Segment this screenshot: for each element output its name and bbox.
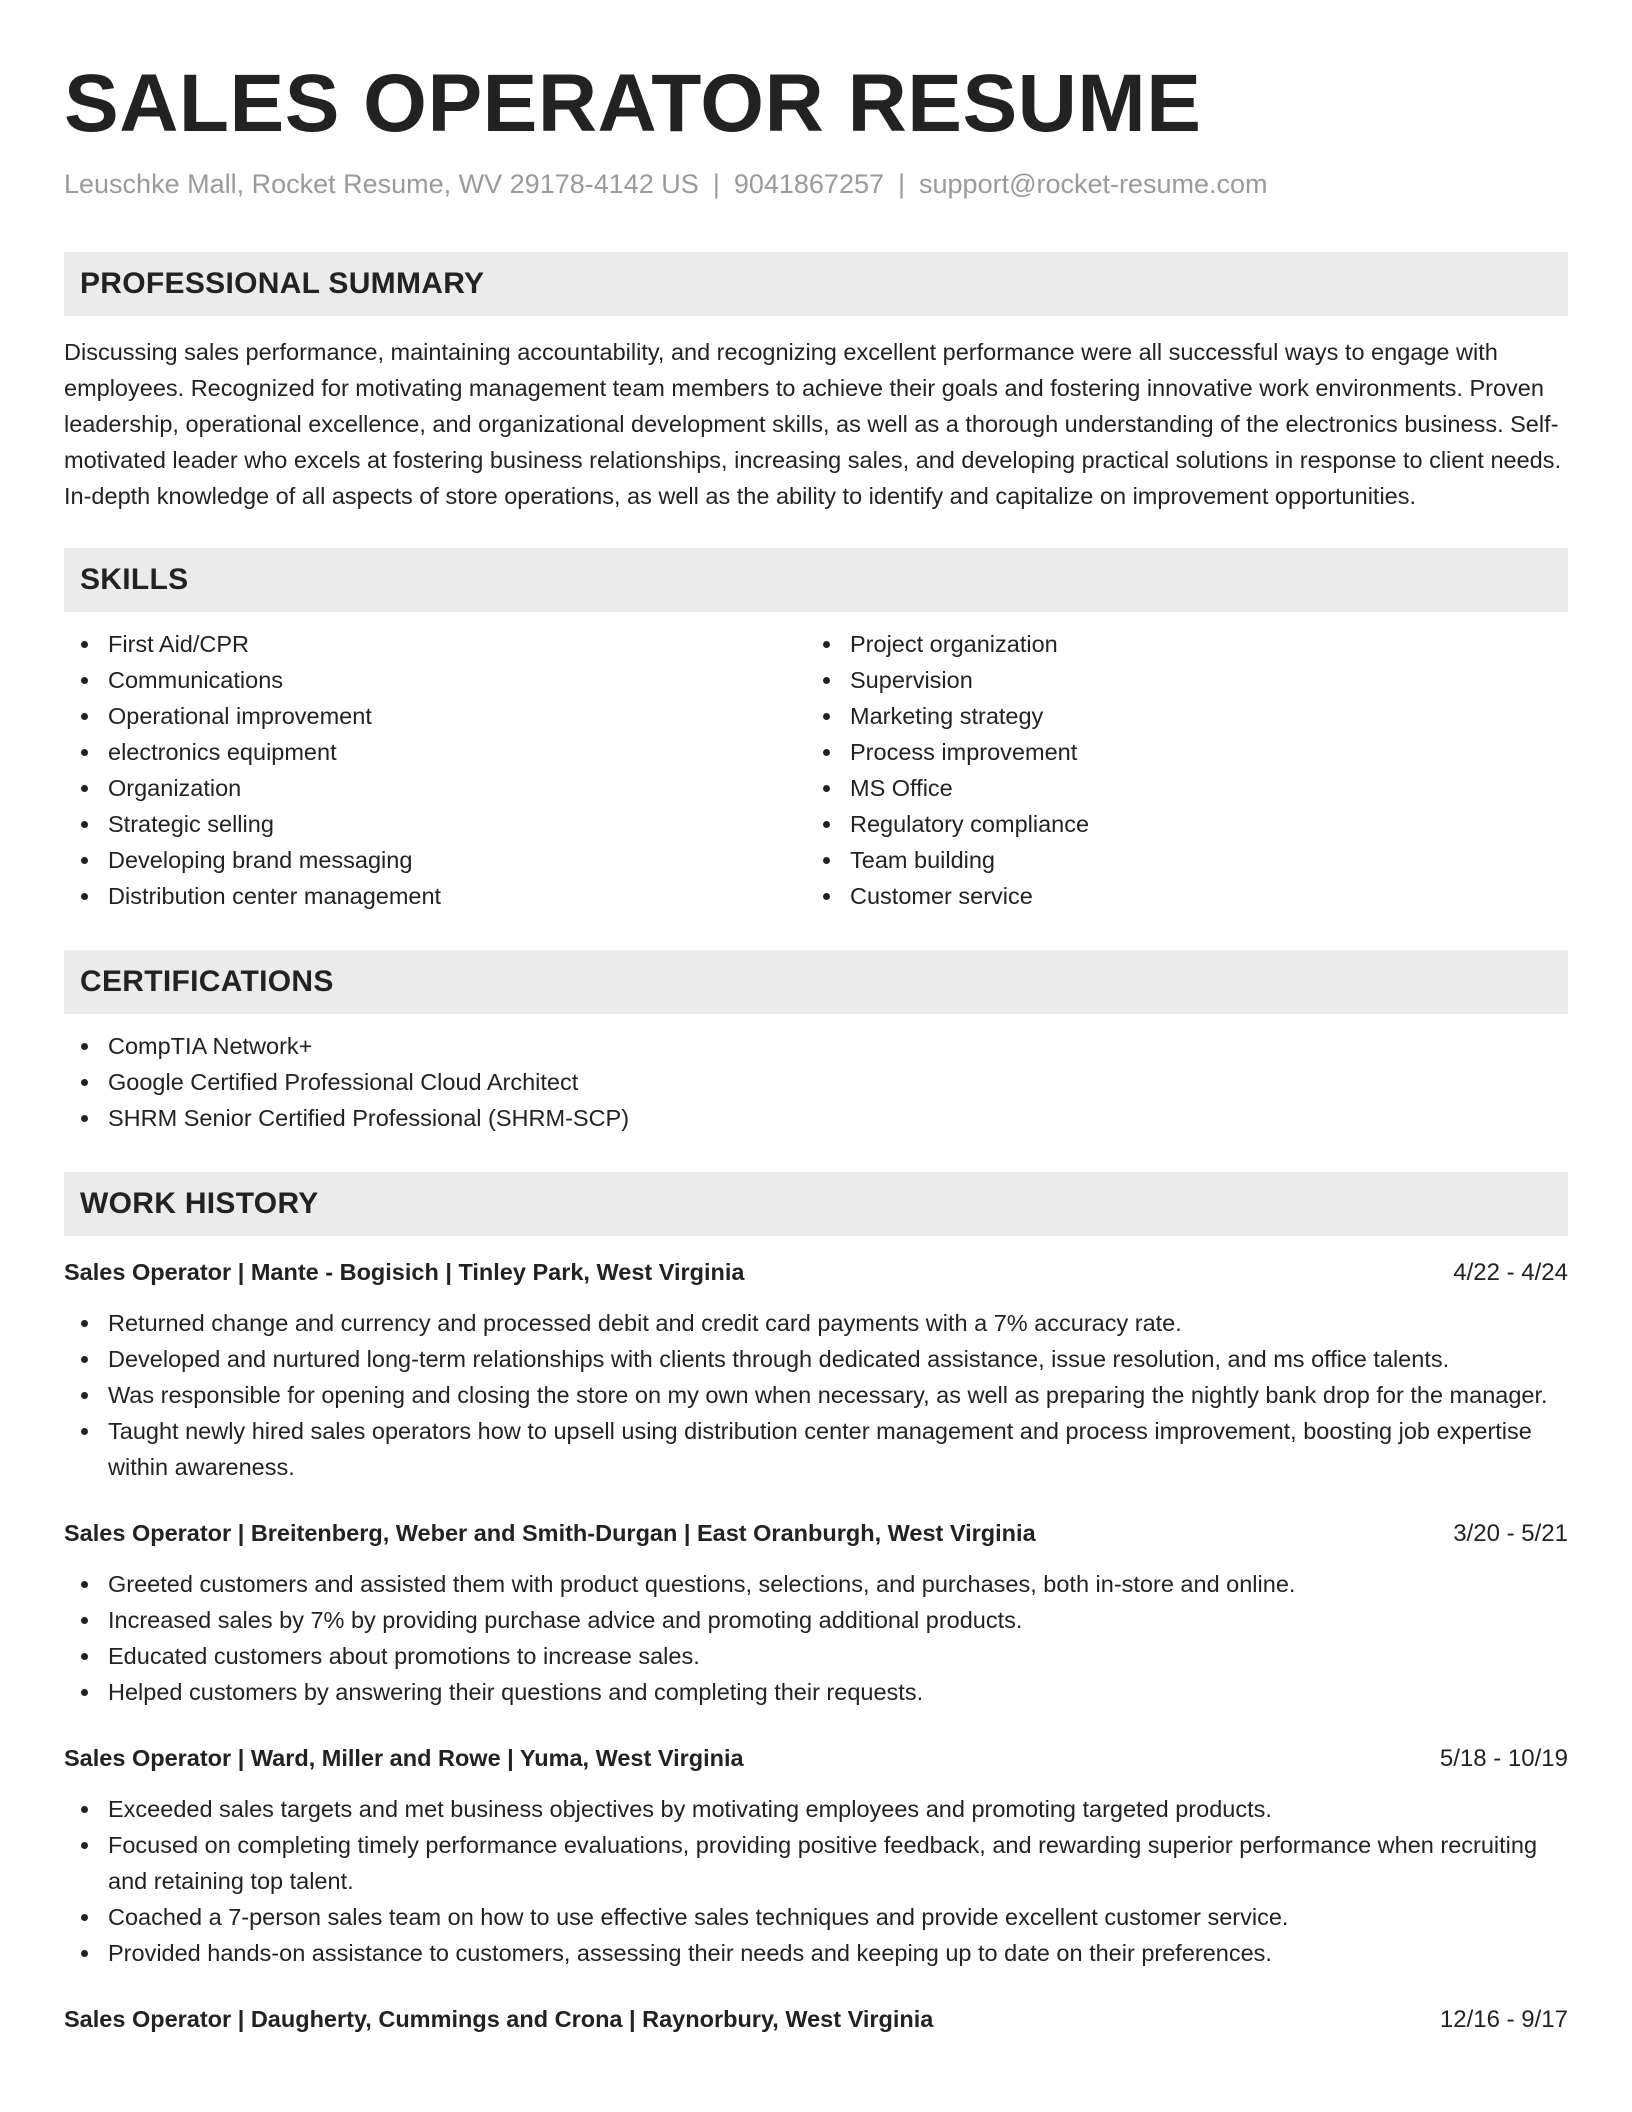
resume-title: SALES OPERATOR RESUME xyxy=(64,58,1202,149)
job-dates: 5/18 - 10/19 xyxy=(1439,1745,1568,1772)
skill-item: MS Office xyxy=(806,770,1548,806)
skills-list-right xyxy=(806,626,1548,914)
skill-item: electronics equipment xyxy=(64,734,806,770)
skill-item: Communications xyxy=(64,662,806,698)
job-bullets xyxy=(64,1566,1568,1710)
job-bullets xyxy=(64,1305,1568,1485)
contact-line xyxy=(64,166,1568,202)
skills-list-left xyxy=(64,626,806,914)
contact-separator: | xyxy=(898,169,906,199)
certifications-list xyxy=(64,1028,1568,1136)
section-header-skills: SKILLS xyxy=(64,548,1568,612)
job-entry xyxy=(64,1740,1568,1971)
job-bullet: Taught newly hired sales operators how to upsell using distribution center management and process improvement, boosting job expertise within awareness. xyxy=(64,1413,1568,1485)
summary-text: Discussing sales performance, maintaining accountability, and recognizing excellent performance were all successful ways to engage with employees. Recognized for motivating management team members to achieve their goals and fostering innovative work environments. Proven leadership, operational excellence, and organizational development skills, as well as a thorough understanding of the electronics business. Self-motivated leader who excels at fostering business relationships, increasing sales, and developing practical solutions in response to client needs. In-depth knowledge of all aspects of store operations, as well as the ability to identify and capitalize on improvement opportunities. xyxy=(64,339,1562,509)
section-header-work-history: WORK HISTORY xyxy=(64,1172,1568,1236)
job-bullet: Increased sales by 7% by providing purchase advice and promoting additional products. xyxy=(64,1602,1568,1638)
contact-email: support@rocket-resume.com xyxy=(919,169,1268,199)
job-bullet: Returned change and currency and processed debit and credit card payments with a 7% accuracy rate. xyxy=(64,1305,1568,1341)
section-header-summary: PROFESSIONAL SUMMARY xyxy=(64,252,1568,316)
job-title: Sales Operator | Ward, Miller and Rowe | Yuma, West Virginia xyxy=(64,1745,744,1771)
skill-item: Marketing strategy xyxy=(806,698,1548,734)
job-bullet: Was responsible for opening and closing the store on my own when necessary, as well as preparing the nightly bank drop for the manager. xyxy=(64,1377,1568,1413)
skill-item: Regulatory compliance xyxy=(806,806,1548,842)
job-bullet: Helped customers by answering their questions and completing their requests. xyxy=(64,1674,1568,1710)
skill-item: Process improvement xyxy=(806,734,1548,770)
certification-item: CompTIA Network+ xyxy=(64,1028,1568,1064)
job-bullet: Educated customers about promotions to increase sales. xyxy=(64,1638,1568,1674)
job-title: Sales Operator | Breitenberg, Weber and Smith-Durgan | East Oranburgh, West Virginia xyxy=(64,1520,1036,1546)
job-bullets xyxy=(64,1791,1568,1971)
skills-column-right xyxy=(806,626,1548,914)
skills-column-left xyxy=(64,626,806,914)
job-title: Sales Operator | Mante - Bogisich | Tinley Park, West Virginia xyxy=(64,1259,745,1285)
job-title: Sales Operator | Daugherty, Cummings and Crona | Raynorbury, West Virginia xyxy=(64,2006,934,2032)
skill-item: Team building xyxy=(806,842,1548,878)
job-bullet: Greeted customers and assisted them with product questions, selections, and purchases, both in-store and online. xyxy=(64,1566,1568,1602)
job-bullet: Provided hands-on assistance to customers, assessing their needs and keeping up to date on their preferences. xyxy=(64,1935,1568,1971)
job-header xyxy=(64,1254,1568,1291)
job-entry xyxy=(64,1254,1568,1485)
job-dates: 3/20 - 5/21 xyxy=(1453,1520,1568,1547)
job-dates: 12/16 - 9/17 xyxy=(1439,2006,1568,2033)
skill-item: Distribution center management xyxy=(64,878,806,914)
job-entry xyxy=(64,1515,1568,1710)
job-bullet: Focused on completing timely performance evaluations, providing positive feedback, and rewarding superior performance when recruiting and retaining top talent. xyxy=(64,1827,1568,1899)
skill-item: Organization xyxy=(64,770,806,806)
job-bullet: Developed and nurtured long-term relationships with clients through dedicated assistance, issue resolution, and ms office talents. xyxy=(64,1341,1568,1377)
certification-item: Google Certified Professional Cloud Architect xyxy=(64,1064,1568,1100)
job-header xyxy=(64,1515,1568,1552)
skill-item: First Aid/CPR xyxy=(64,626,806,662)
job-header xyxy=(64,2001,1568,2038)
contact-phone: 9041867257 xyxy=(733,169,884,199)
section-header-certifications: CERTIFICATIONS xyxy=(64,950,1568,1014)
skill-item: Operational improvement xyxy=(64,698,806,734)
contact-address: Leuschke Mall, Rocket Resume, WV 29178-4142 US xyxy=(64,169,699,199)
skill-item: Project organization xyxy=(806,626,1548,662)
skills-grid xyxy=(64,626,1568,914)
job-bullet: Exceeded sales targets and met business objectives by motivating employees and promoting targeted products. xyxy=(64,1791,1568,1827)
certification-item: SHRM Senior Certified Professional (SHRM-SCP) xyxy=(64,1100,1568,1136)
skill-item: Strategic selling xyxy=(64,806,806,842)
skill-item: Customer service xyxy=(806,878,1548,914)
skill-item: Supervision xyxy=(806,662,1548,698)
job-dates: 4/22 - 4/24 xyxy=(1453,1259,1568,1286)
skill-item: Developing brand messaging xyxy=(64,842,806,878)
job-bullet: Coached a 7-person sales team on how to use effective sales techniques and provide excellent customer service. xyxy=(64,1899,1568,1935)
job-entry xyxy=(64,2001,1568,2038)
job-header xyxy=(64,1740,1568,1777)
contact-separator: | xyxy=(712,169,720,199)
